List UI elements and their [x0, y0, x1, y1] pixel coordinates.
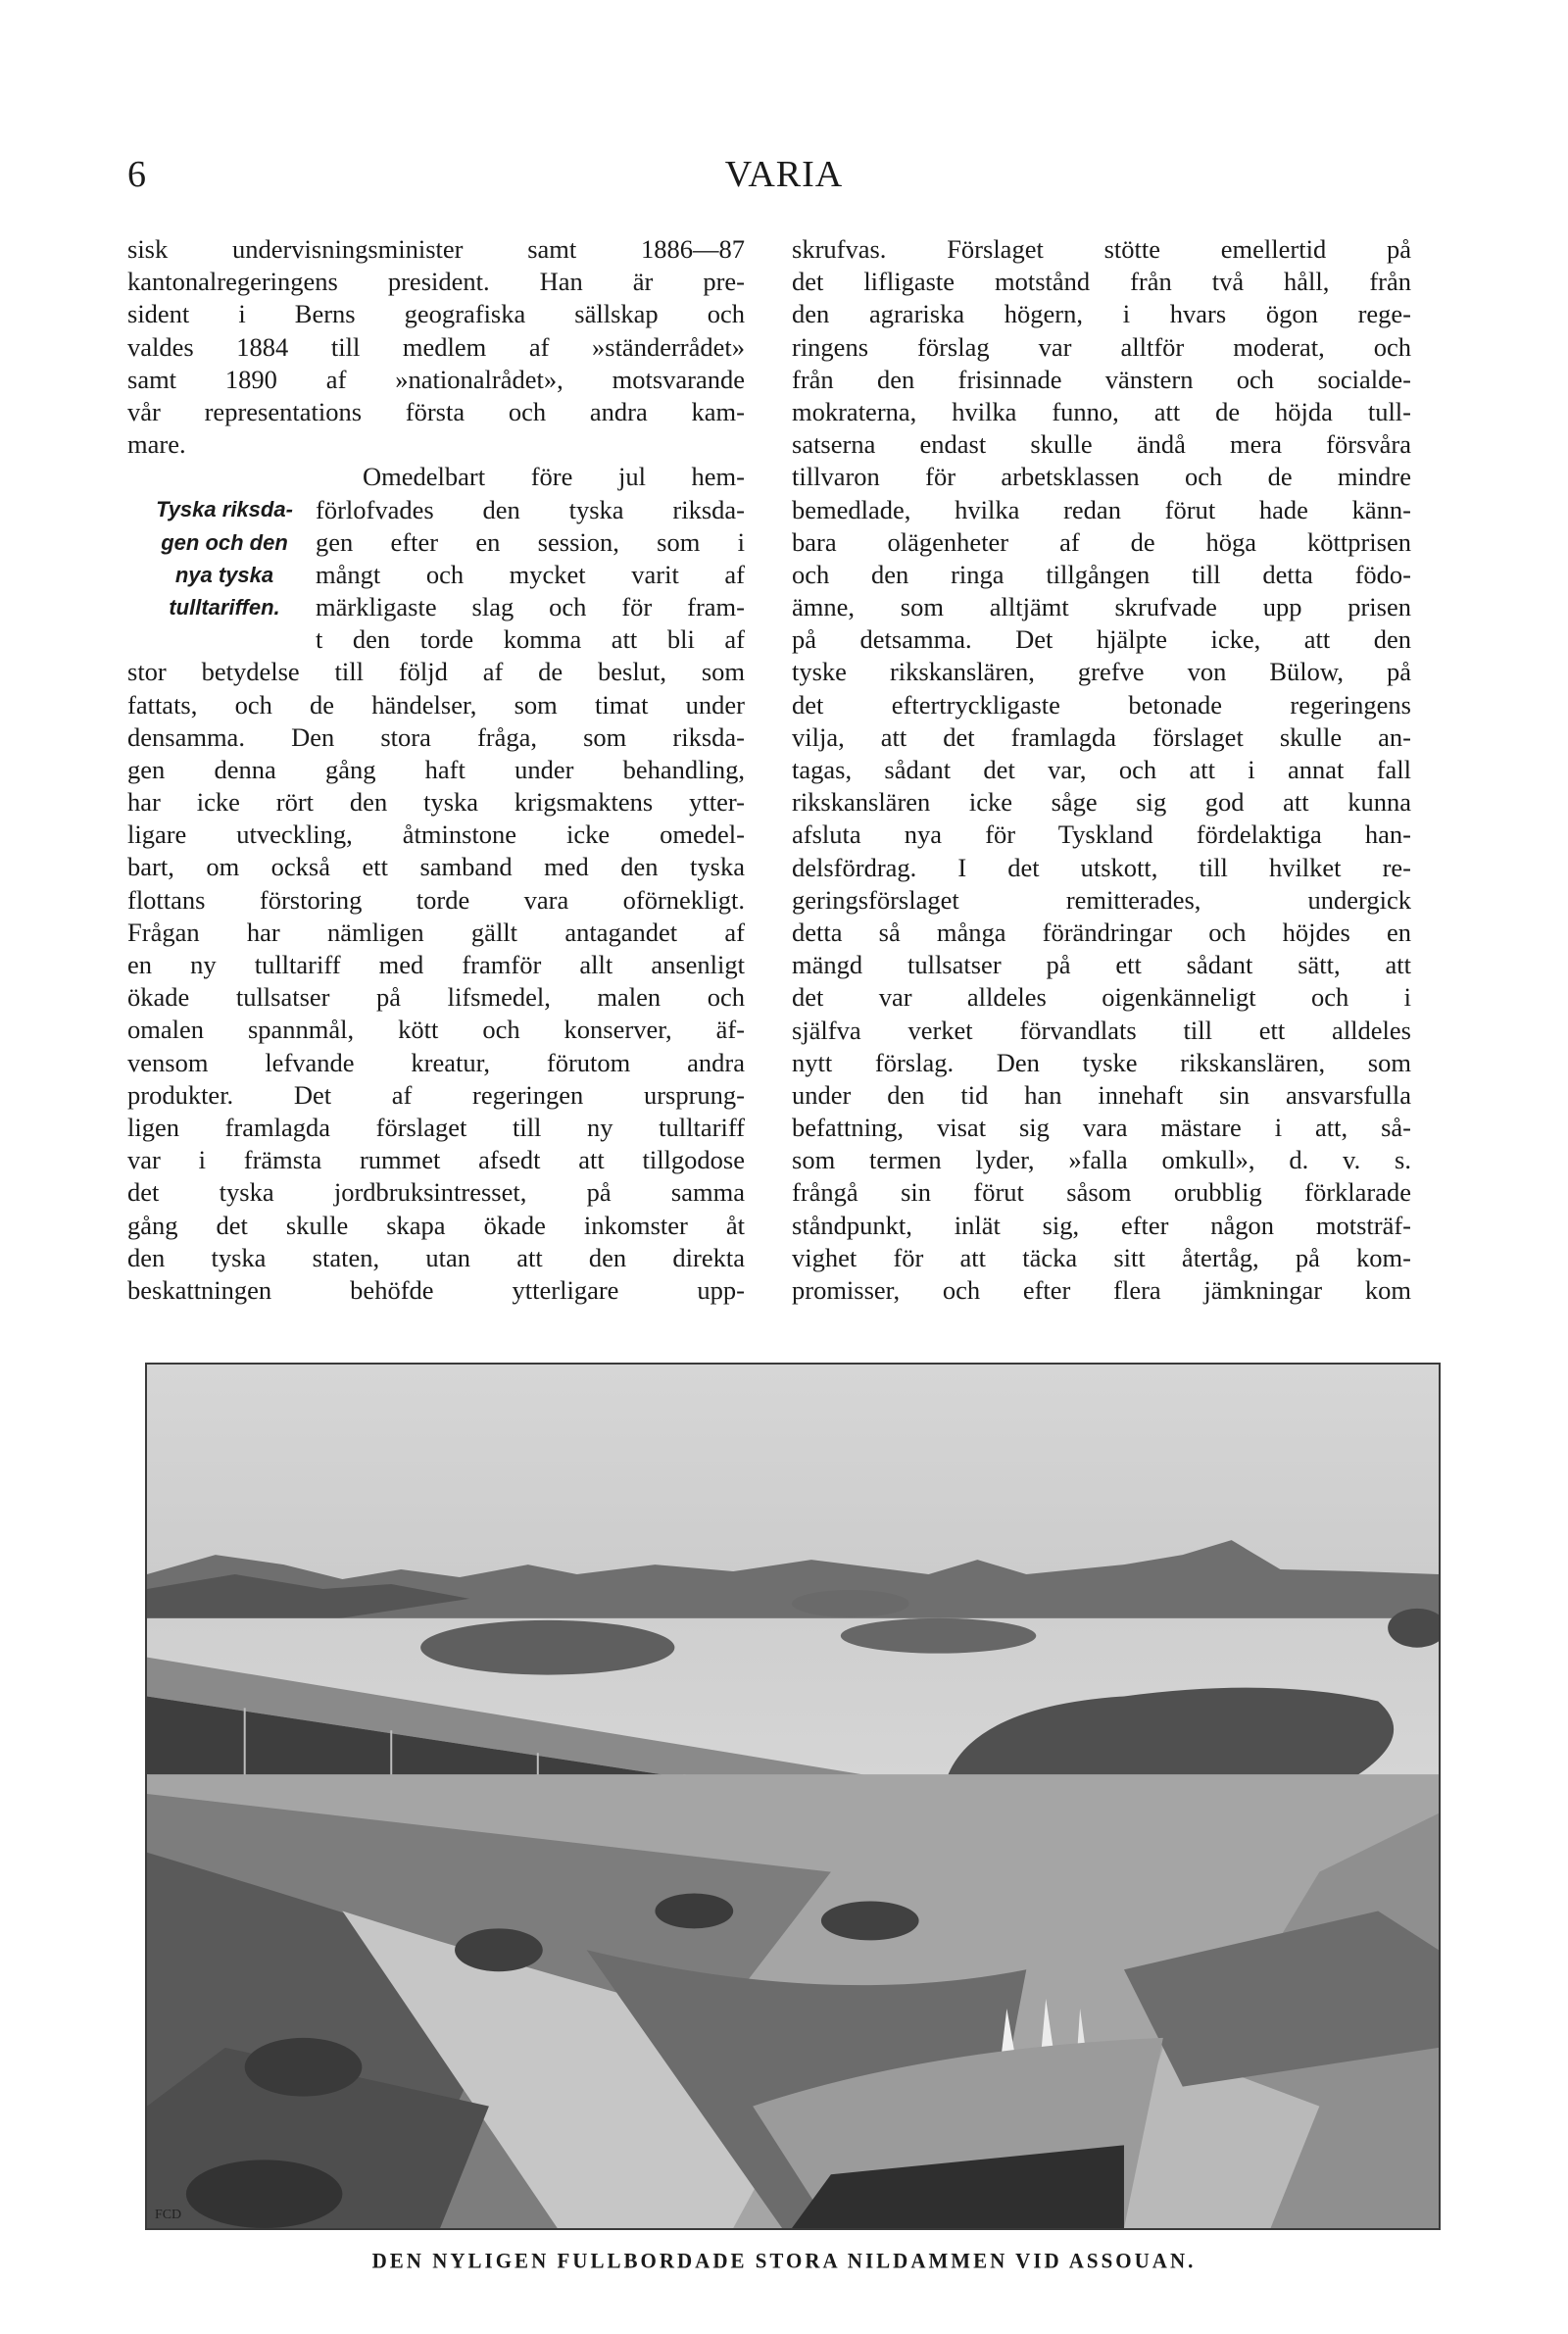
text-line: en ny tulltariff med framför allt ansenligt: [127, 950, 745, 979]
running-head: VARIA: [724, 154, 844, 195]
text-line: sisk undervisningsminister samt 1886—87: [127, 234, 745, 264]
text-line: befattning, visat sig vara mästare i att, så-: [792, 1113, 1411, 1143]
text-line: satserna endast skulle ändå mera försvåra: [792, 429, 1411, 460]
text-line: som termen lyder, »falla omkull», d. v. s.: [792, 1145, 1411, 1175]
engraving-image: [147, 1365, 1439, 2228]
text-line: detta så många förändringar och höjdes en: [792, 917, 1411, 947]
text-line: produkter. Det af regeringen ursprung-: [127, 1079, 745, 1110]
text-line: ståndpunkt, inlät sig, efter någon motsträf-: [792, 1210, 1411, 1240]
text-line: mare.: [127, 429, 186, 460]
text-line: själfva verket förvandlats till ett alldeles: [792, 1015, 1411, 1045]
margin-sidenote: [127, 493, 321, 623]
text-line: stor betydelse till följd af de beslut, som: [127, 657, 745, 687]
text-line: gen efter en session, som i: [316, 526, 745, 557]
text-line: det eftertryckligaste betonade regeringens: [792, 689, 1411, 720]
text-line: det tyska jordbruksintresset, på samma: [127, 1177, 745, 1208]
text-line: vensom lefvande kreatur, förutom andra: [127, 1047, 745, 1077]
text-line: ligare utveckling, åtminstone icke omedel-: [127, 819, 745, 850]
text-line: samt 1890 af »nationalrådet», motsvarande: [127, 364, 745, 394]
text-line: bara olägenheter af de höga köttprisen: [792, 526, 1411, 557]
text-line: var i främsta rummet afsedt att tillgodose: [127, 1145, 745, 1175]
text-line: mångt och mycket varit af: [316, 559, 745, 589]
text-line: ökade tullsatser på lifsmedel, malen och: [127, 982, 745, 1013]
text-line: det var alldeles oigenkänneligt och i: [792, 982, 1411, 1013]
dam-illustration: [145, 1363, 1441, 2230]
text-line: ämne, som alltjämt skrufvade upp prisen: [792, 592, 1411, 622]
text-line: har icke rört den tyska krigsmaktens ytter-: [127, 787, 745, 818]
text-line: från den frisinnade vänstern och socialde-: [792, 364, 1411, 394]
text-line: flottans förstoring torde vara oförnekligt.: [127, 884, 745, 915]
text-line: omalen spannmål, kött och konserver, äf-: [127, 1015, 745, 1045]
svg-text:FCD: FCD: [154, 2208, 182, 2223]
text-line: t den torde komma att bli af: [316, 624, 745, 655]
text-line: på detsamma. Det hjälpte icke, att den: [792, 624, 1411, 655]
text-line: promisser, och efter flera jämkningar kom: [792, 1275, 1411, 1305]
text-line: rikskanslären icke såge sig god att kunna: [792, 787, 1411, 818]
sidenote-line: gen och den: [161, 529, 288, 555]
text-line: vår representations första och andra kam-: [127, 396, 745, 426]
text-line: vighet för att täcka sitt återtåg, på kom-: [792, 1242, 1411, 1272]
text-line: skrufvas. Förslaget stötte emellertid på: [792, 234, 1411, 264]
sidenote-line: nya tyska: [174, 562, 274, 587]
text-line: förlofvades den tyska riksda-: [316, 494, 745, 524]
text-line: tillvaron för arbetsklassen och de mindre: [792, 462, 1411, 492]
text-line: gång det skulle skapa ökade inkomster åt: [127, 1210, 745, 1240]
text-line: märkligaste slag och för fram-: [316, 592, 745, 622]
text-line: nytt förslag. Den tyske rikskanslären, som: [792, 1047, 1411, 1077]
sidenote-block: [127, 461, 745, 656]
text-line: det lifligaste motstånd från två håll, från: [792, 267, 1411, 297]
text-line: Frågan har nämligen gällt antagandet af: [127, 917, 745, 947]
left-column: [127, 233, 745, 1307]
text-line: den agrariska högern, i hvars ögon rege-: [792, 299, 1411, 329]
text-line: sident i Berns geografiska sällskap och: [127, 299, 745, 329]
text-line: den tyska staten, utan att den direkta: [127, 1242, 745, 1272]
text-line: valdes 1884 till medlem af »ständerrådet»: [127, 331, 745, 362]
right-column: [792, 233, 1411, 1307]
text-line: frångå sin förut såsom orubblig förklarade: [792, 1177, 1411, 1208]
text-line: Omedelbart före jul hem-: [363, 462, 745, 492]
text-line: bemedlade, hvilka redan förut hade känn-: [792, 494, 1411, 524]
text-line: gen denna gång haft under behandling,: [127, 754, 745, 784]
text-line: afsluta nya för Tyskland fördelaktiga han-: [792, 819, 1411, 850]
sidenote-line: tulltariffen.: [169, 594, 280, 620]
text-line: beskattningen behöfde ytterligare upp-: [127, 1274, 745, 1305]
inset-paragraph: [316, 461, 745, 656]
text-line: bart, om också ett samband med den tyska: [127, 852, 745, 882]
text-line: fattats, och de händelser, som timat under: [127, 689, 745, 720]
text-line: tyske rikskanslären, grefve von Bülow, på: [792, 657, 1411, 687]
text-line: kantonalregeringens president. Han är pre-: [127, 267, 745, 297]
text-line: mokraterna, hvilka funno, att de höjda tull-: [792, 396, 1411, 426]
page-number: 6: [127, 154, 146, 195]
text-line: och den ringa tillgången till detta födo-: [792, 559, 1411, 589]
text-line: mängd tullsatser på ett sådant sätt, att: [792, 950, 1411, 980]
text-line: delsfördrag. I det utskott, till hvilket re-: [792, 852, 1411, 882]
text-line: ligen framlagda förslaget till ny tulltariff: [127, 1112, 745, 1142]
figure-caption: DEN NYLIGEN FULLBORDADE STORA NILDAMMEN VID ASSOUAN.: [371, 2248, 1197, 2273]
text-line: tagas, sådant det var, och att i annat fall: [792, 755, 1411, 784]
text-line: vilja, att det framlagda förslaget skulle an-: [792, 721, 1411, 752]
text-line: densamma. Den stora fråga, som riksda-: [127, 721, 745, 752]
text-line: under den tid han innehaft sin ansvarsfulla: [792, 1079, 1411, 1110]
text-line: geringsförslaget remitterades, undergick: [792, 884, 1411, 915]
text-line: ringens förslag var alltför moderat, och: [792, 331, 1411, 362]
sidenote-line: Tyska riksda-: [156, 497, 293, 522]
